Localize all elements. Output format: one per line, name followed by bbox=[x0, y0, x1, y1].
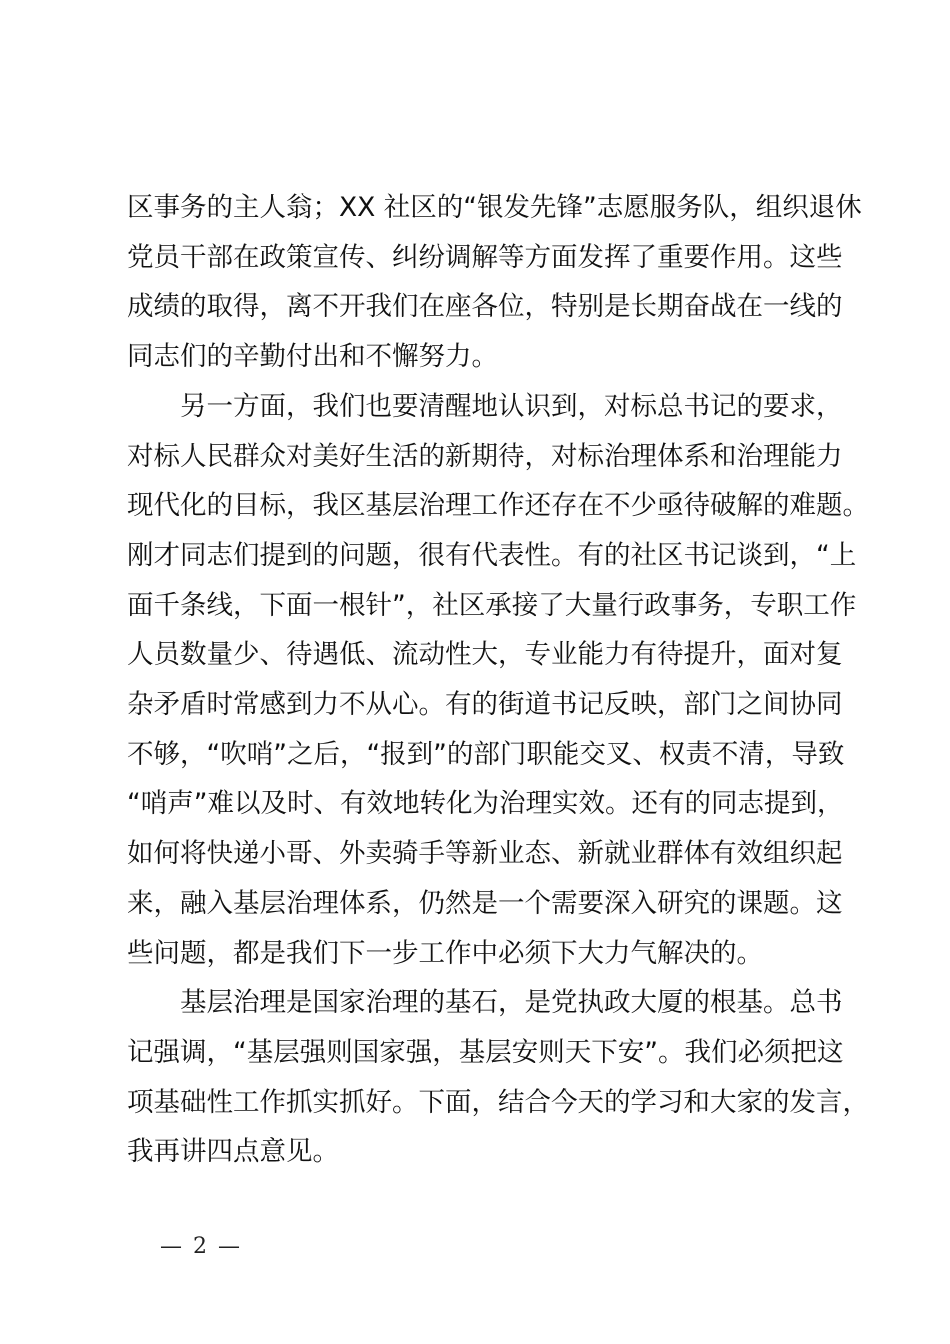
text-line: 现代化的目标，我区基层治理工作还存在不少亟待破解的难题。 bbox=[127, 490, 869, 522]
text-line: 区事务的主人翁；XX 社区的“银发先锋”志愿服务队，组织退休 bbox=[127, 192, 862, 223]
text-line: 人员数量少、待遇低、流动性大，专业能力有待提升，面对复 bbox=[127, 639, 843, 671]
text-line: 杂矛盾时常感到力不从心。有的街道书记反映，部门之间协同 bbox=[127, 689, 843, 721]
text-line: “哨声”难以及时、有效地转化为治理实效。还有的同志提到， bbox=[127, 788, 844, 820]
text-line: 成绩的取得，离不开我们在座各位，特别是长期奋战在一线的 bbox=[127, 291, 843, 323]
text-line: 党员干部在政策宣传、纠纷调解等方面发挥了重要作用。这些 bbox=[127, 241, 843, 273]
text-line: 不够，“吹哨”之后，“报到”的部门职能交叉、权责不清，导致 bbox=[127, 738, 845, 770]
text-line: 基层治理是国家治理的基石，是党执政大厦的根基。总书 bbox=[180, 987, 843, 1019]
text-line: 些问题，都是我们下一步工作中必须下大力气解决的。 bbox=[127, 937, 763, 969]
text-line: 刚才同志们提到的问题，很有代表性。有的社区书记谈到，“上 bbox=[127, 539, 857, 571]
text-line: 我再讲四点意见。 bbox=[127, 1136, 339, 1168]
paragraph-1 bbox=[127, 183, 862, 382]
page-number: — 2 — bbox=[160, 1234, 242, 1259]
text-line: 来，融入基层治理体系，仍然是一个需要深入研究的课题。这 bbox=[127, 887, 843, 919]
text-line: 另一方面，我们也要清醒地认识到，对标总书记的要求， bbox=[180, 390, 843, 422]
text-line: 记强调，“基层强则国家强，基层安则天下安”。我们必须把这 bbox=[127, 1036, 844, 1068]
text-line: 项基础性工作抓实抓好。下面，结合今天的学习和大家的发言， bbox=[127, 1086, 869, 1118]
paragraph-3 bbox=[127, 978, 869, 1177]
text-line: 如何将快递小哥、外卖骑手等新业态、新就业群体有效组织起 bbox=[127, 838, 843, 870]
document-page bbox=[127, 183, 869, 1177]
text-line: 同志们的辛勤付出和不懈努力。 bbox=[127, 341, 498, 373]
text-line: 面千条线，下面一根针”，社区承接了大量行政事务，专职工作 bbox=[127, 589, 857, 621]
text-line: 对标人民群众对美好生活的新期待，对标治理体系和治理能力 bbox=[127, 440, 843, 472]
paragraph-2 bbox=[127, 382, 869, 978]
